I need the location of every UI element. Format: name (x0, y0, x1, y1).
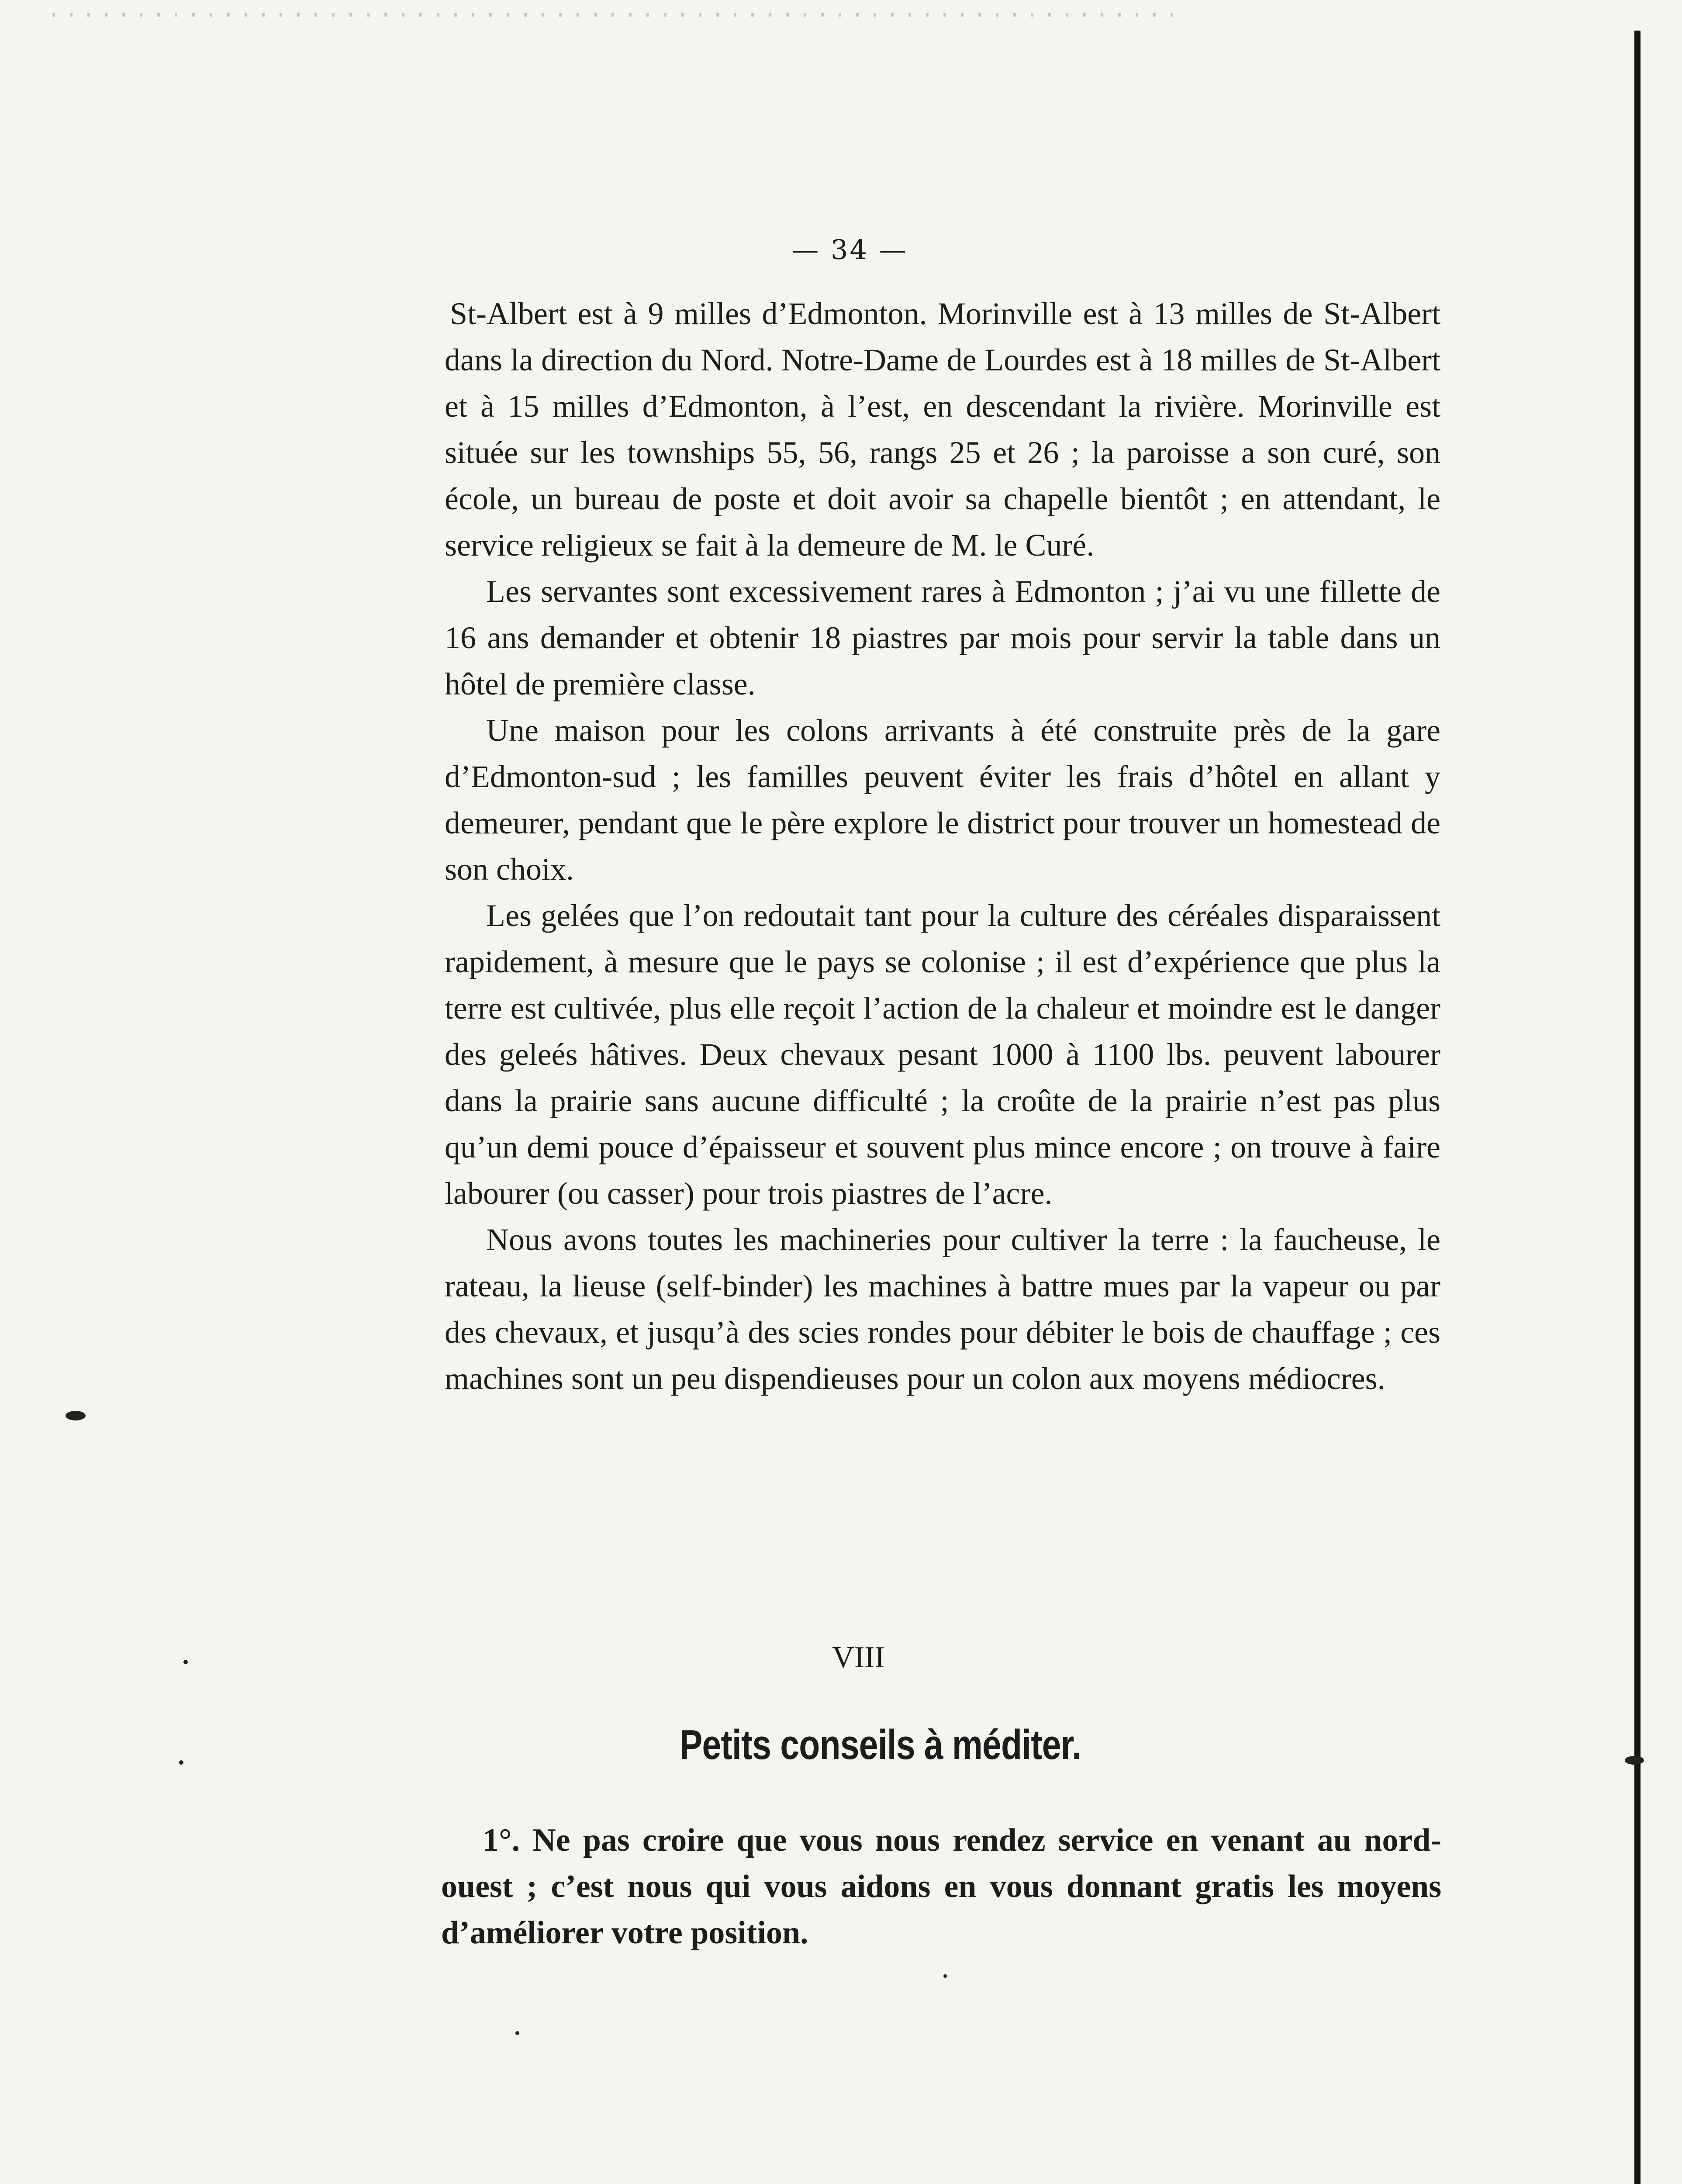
page-edge-shadow (1634, 31, 1641, 2184)
section-number: VIII (832, 1641, 885, 1674)
scan-speck (1625, 1756, 1644, 1765)
section-title: Petits conseils à méditer. (679, 1721, 1081, 1768)
scan-noise-top (52, 13, 1188, 17)
advice-list (441, 1817, 1441, 1956)
page-number: — 34 — (791, 234, 908, 266)
paragraph-5: Nous avons toutes les machineries pour cultiver la terre : la faucheuse, le rateau, la lieuse (self-binder) les machines à battre mues par la vapeur ou par des chevaux, et jusqu’à des scies rondes pour débiter le bois de chauffage ; ces machines sont un peu dispendieuses pour un colon aux moyens médiocres. (445, 1222, 1440, 1396)
paragraph-2: Les servantes sont excessivement rares à Edmonton ; j’ai vu une fillette de 16 ans demander et obtenir 18 piastres par mois pour servir la table dans un hôtel de première classe. (445, 574, 1440, 702)
paragraph-4: Les gelées que l’on redoutait tant pour la culture des céréales disparaissent rapidement, à mesure que le pays se colonise ; il est d’expérience que plus la terre est cultivée, plus elle reçoit l’action de la chaleur et moindre est le danger des geleés hâtives. Deux chevaux pesant 1000 à 1100 lbs. peuvent labourer dans la prairie sans aucune difficulté ; la croûte de la prairie n’est pas plus qu’un demi pouce d’épaisseur et souvent plus mince encore ; on trouve à faire labourer (ou casser) pour trois piastres de l’acre. (445, 898, 1440, 1211)
scan-speck (66, 1411, 86, 1420)
scan-speck (943, 1974, 947, 1978)
paragraph-1: St-Albert est à 9 milles d’Edmonton. Morinville est à 13 milles de St-Albert dans la direction du Nord. Notre-Dame de Lourdes est à 18 milles de St-Albert et à 15 milles d’Edmonton, à l’est, en descendant la rivière. Morinville est située sur les townships 55, 56, rangs 25 et 26 ; la paroisse a son curé, son école, un bureau de poste et doit avoir sa chapelle bientôt ; en attendant, le service religieux se fait à la demeure de M. le Curé. (445, 296, 1440, 563)
advice-item-1: 1°. Ne pas croire que vous nous rendez service en venant au nord-ouest ; c’est nous qui vous aidons en vous donnant gratis les moyens d’améliorer votre position. (441, 1822, 1441, 1951)
scan-speck (183, 1660, 188, 1664)
scan-speck (515, 2031, 519, 2035)
scan-speck (179, 1760, 183, 1765)
paragraph-3: Une maison pour les colons arrivants à été construite près de la gare d’Edmonton-sud ; les familles peuvent éviter les frais d’hôtel en allant y demeurer, pendant que le père explore le district pour trouver un homestead de son choix. (445, 713, 1440, 887)
body-text (445, 290, 1440, 1402)
